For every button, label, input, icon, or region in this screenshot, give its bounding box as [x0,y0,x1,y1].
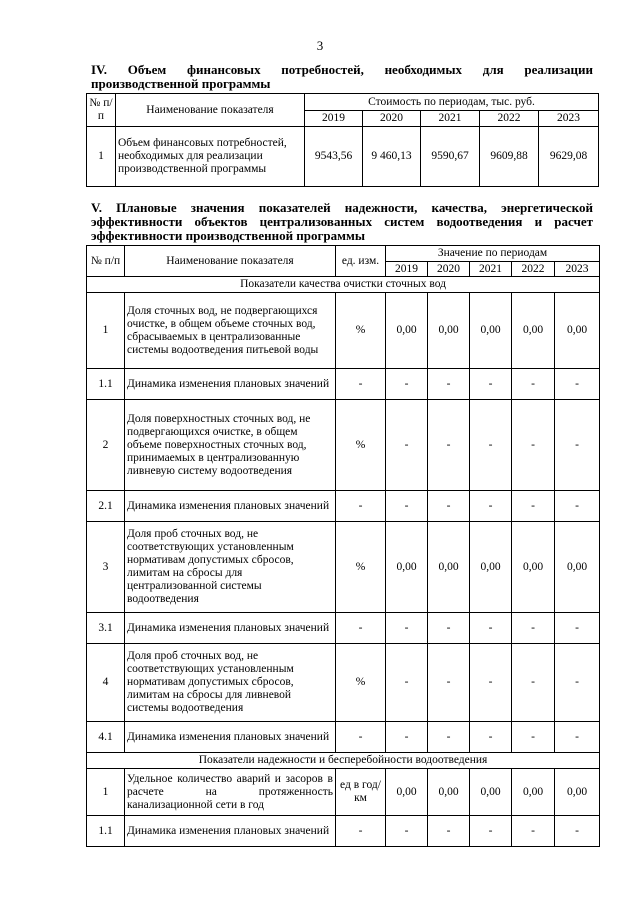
col-cost-header: Стоимость по периодам, тыс. руб. [305,94,599,111]
page-number: 3 [316,38,324,53]
row-name: Доля сточных вод, не подвергающихся очистке, в общем объеме сточных вод, сбрасываемых в централизованные системы водоотведения питьевой воды [125,293,336,369]
row-num: 1 [87,769,125,816]
row-name: Динамика изменения плановых значений [125,491,336,522]
row-name: Динамика изменения плановых значений [125,816,336,847]
year-cell: 2023 [555,262,600,277]
group1-body [87,293,600,753]
financial-needs-table [86,93,599,187]
row-name: Динамика изменения плановых значений [125,722,336,753]
value-cell: - [428,644,470,722]
value-cell: - [512,722,555,753]
row-unit: % [336,522,386,613]
value-cell: 0,00 [428,769,470,816]
col-name-header: Наименование показателя [116,94,305,127]
value-cell: 0,00 [555,522,600,613]
value-cell: - [386,491,428,522]
value-cell: - [470,491,512,522]
row-unit: ед в год/ км [336,769,386,816]
value-cell: 0,00 [428,293,470,369]
row-name: Доля проб сточных вод, не соответствующих установленным нормативам допустимых сбросов, лимитам на сбросы для централизованной системы водоотведения [125,522,336,613]
row-name: Объем финансовых потребностей, необходимых для реализации производственной программы [116,127,305,187]
value-cell: 0,00 [512,522,555,613]
table-row [87,400,600,491]
value-cell: - [386,722,428,753]
value-cell: - [555,400,600,491]
col-num-header: № п/п [87,246,125,277]
year-cell: 2023 [539,111,599,127]
value-cell: - [555,491,600,522]
value-cell: - [512,613,555,644]
row-num: 1 [87,127,116,187]
row-unit: % [336,293,386,369]
group2-title: Показатели надежности и бесперебойности водоотведения [87,753,600,769]
row-name: Доля проб сточных вод, не соответствующих установленным нормативам допустимых сбросов, лимитам на сбросы для ливневой системы водоотведения [125,644,336,722]
row-unit: - [336,491,386,522]
value-cell: 9609,88 [480,127,539,187]
value-cell: - [470,816,512,847]
value-cell: - [386,816,428,847]
value-cell: 0,00 [386,769,428,816]
year-cell: 2019 [386,262,428,277]
table-header-row [87,246,600,262]
group-title-row [87,753,600,769]
value-cell: - [386,400,428,491]
year-cell: 2021 [421,111,480,127]
table-row [87,644,600,722]
row-num: 2 [87,400,125,491]
row-unit: - [336,369,386,400]
value-cell: - [428,722,470,753]
indicators-table [86,245,600,847]
value-cell: - [470,644,512,722]
value-cell: - [470,400,512,491]
row-name: Удельное количество аварий и засоров в расчете на протяженность канализационной сети в год [125,769,336,816]
year-cell: 2022 [512,262,555,277]
value-cell: - [386,644,428,722]
value-cell: 0,00 [386,522,428,613]
table-row [87,816,600,847]
value-cell: - [555,613,600,644]
row-num: 4.1 [87,722,125,753]
year-cell: 2022 [480,111,539,127]
row-unit: - [336,722,386,753]
year-cell: 2020 [428,262,470,277]
table-row [87,722,600,753]
value-cell: - [555,722,600,753]
value-cell: - [512,491,555,522]
value-cell: - [428,816,470,847]
group2-body [87,769,600,847]
table-row [87,769,600,816]
value-cell: 9543,56 [305,127,363,187]
year-cell: 2021 [470,262,512,277]
row-unit: - [336,816,386,847]
row-num: 4 [87,644,125,722]
value-cell: - [470,613,512,644]
row-unit: % [336,644,386,722]
value-cell: 9590,67 [421,127,480,187]
value-cell: - [512,816,555,847]
value-cell: - [512,400,555,491]
row-num: 2.1 [87,491,125,522]
value-cell: 0,00 [470,293,512,369]
row-name: Динамика изменения плановых значений [125,613,336,644]
value-cell: - [386,369,428,400]
value-cell: 0,00 [386,293,428,369]
value-cell: - [428,613,470,644]
section4-heading: IV. Объем финансовых потребностей, необходимых для реализации производственной программы [91,62,593,91]
year-cell: 2020 [363,111,421,127]
value-cell: - [470,369,512,400]
col-num-header: № п/п [87,94,116,127]
value-cell: - [555,816,600,847]
value-cell: 0,00 [555,293,600,369]
value-cell: - [512,644,555,722]
value-cell: 0,00 [512,293,555,369]
value-cell: 9629,08 [539,127,599,187]
table-header-row [87,94,599,111]
table-row [87,491,600,522]
year-cell: 2019 [305,111,363,127]
value-cell: - [428,369,470,400]
value-cell: 0,00 [555,769,600,816]
value-cell: 9 460,13 [363,127,421,187]
table-row [87,369,600,400]
row-unit: % [336,400,386,491]
value-cell: - [428,491,470,522]
col-unit-header: ед. изм. [336,246,386,277]
value-cell: - [555,644,600,722]
value-cell: 0,00 [512,769,555,816]
section5-heading: V. Плановые значения показателей надежности, качества, энергетической эффективности объектов централизованных систем водоотведения и расчет эффективности производственной программы [91,200,593,243]
value-cell: - [555,369,600,400]
row-num: 1.1 [87,369,125,400]
col-name-header: Наименование показателя [125,246,336,277]
table-row [87,127,599,187]
table-row [87,522,600,613]
row-num: 1.1 [87,816,125,847]
row-name: Доля поверхностных сточных вод, не подвергающихся очистке, в общем объеме поверхностных сточных вод, принимаемых в централизованную ливневую систему водоотведения [125,400,336,491]
value-cell: - [470,722,512,753]
value-cell: 0,00 [470,522,512,613]
table-row [87,613,600,644]
row-num: 3 [87,522,125,613]
value-cell: 0,00 [428,522,470,613]
row-name: Динамика изменения плановых значений [125,369,336,400]
table-row [87,293,600,369]
group-title-row [87,277,600,293]
value-cell: - [512,369,555,400]
row-num: 3.1 [87,613,125,644]
value-cell: - [386,613,428,644]
row-unit: - [336,613,386,644]
value-cell: - [428,400,470,491]
value-cell: 0,00 [470,769,512,816]
col-values-header: Значение по периодам [386,246,600,262]
group1-title: Показатели качества очистки сточных вод [87,277,600,293]
row-num: 1 [87,293,125,369]
